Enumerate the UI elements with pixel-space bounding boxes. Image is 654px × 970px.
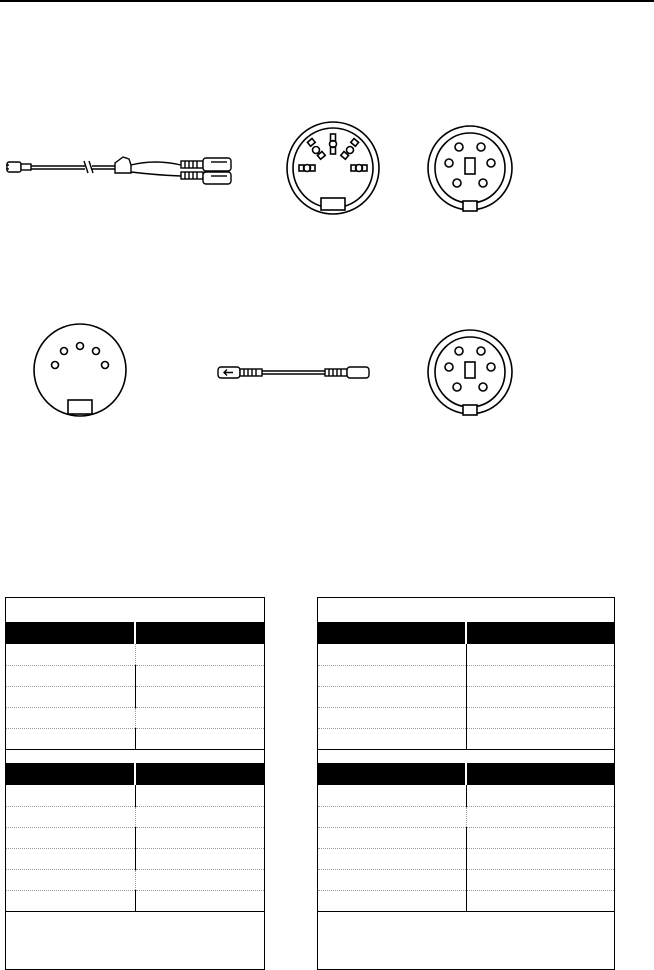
table-cell <box>135 686 264 707</box>
table-cell <box>135 644 264 665</box>
table-cell <box>135 707 264 728</box>
table-cell <box>318 665 466 686</box>
table-cell <box>135 806 264 827</box>
mini-din-6-pin-socket-bottom-figure <box>425 327 515 417</box>
din-5-pin-socket-bottom-figure <box>30 320 130 420</box>
column-header-signal <box>135 763 264 785</box>
table-cell <box>6 869 135 890</box>
table-cell <box>6 707 135 728</box>
pinout-table-right <box>317 597 615 970</box>
pinout-table-left <box>5 597 265 970</box>
table-cell <box>466 686 614 707</box>
table-cell <box>135 827 264 848</box>
column-header-pin <box>6 763 135 785</box>
table-cell <box>6 644 135 665</box>
header-rule <box>0 0 654 2</box>
table-cell <box>135 785 264 806</box>
table-cell <box>466 785 614 806</box>
table-cell <box>6 728 135 749</box>
table-cell <box>466 827 614 848</box>
table-cell <box>6 890 135 911</box>
table-cell <box>318 644 466 665</box>
table-title <box>318 749 614 763</box>
table-cell <box>6 806 135 827</box>
column-header-signal <box>135 622 264 644</box>
table-cell <box>318 869 466 890</box>
table-cell <box>318 848 466 869</box>
table-cell <box>466 869 614 890</box>
mini-din-6-pin-socket-top-figure <box>425 123 515 213</box>
din-5-pin-socket-top-figure <box>283 118 383 218</box>
column-header-pin <box>318 622 466 644</box>
table-cell <box>135 890 264 911</box>
table-cell <box>135 665 264 686</box>
table-cell <box>6 686 135 707</box>
table-cell <box>318 707 466 728</box>
table-cell <box>466 707 614 728</box>
table-cell <box>318 890 466 911</box>
table-title <box>318 598 614 622</box>
table-cell <box>466 890 614 911</box>
column-header-signal <box>466 763 614 785</box>
table-cell <box>318 785 466 806</box>
straight-cable-figure <box>215 362 375 384</box>
column-header-signal <box>466 622 614 644</box>
column-header-pin <box>318 763 466 785</box>
table-cell <box>466 848 614 869</box>
table-cell <box>6 827 135 848</box>
table-cell <box>135 869 264 890</box>
table-cell <box>466 665 614 686</box>
pinout-table-left-grid <box>6 598 264 912</box>
table-title <box>6 598 264 622</box>
table-cell <box>466 644 614 665</box>
table-cell <box>135 728 264 749</box>
table-cell <box>6 785 135 806</box>
table-cell <box>318 728 466 749</box>
table-cell <box>466 806 614 827</box>
table-cell <box>135 848 264 869</box>
y-splitter-cable-figure <box>5 145 245 190</box>
table-cell <box>318 827 466 848</box>
column-header-pin <box>6 622 135 644</box>
table-title <box>6 749 264 763</box>
table-cell <box>466 728 614 749</box>
table-cell <box>6 665 135 686</box>
table-cell <box>318 806 466 827</box>
pinout-table-right-grid <box>318 598 614 912</box>
table-cell <box>318 686 466 707</box>
table-cell <box>6 848 135 869</box>
